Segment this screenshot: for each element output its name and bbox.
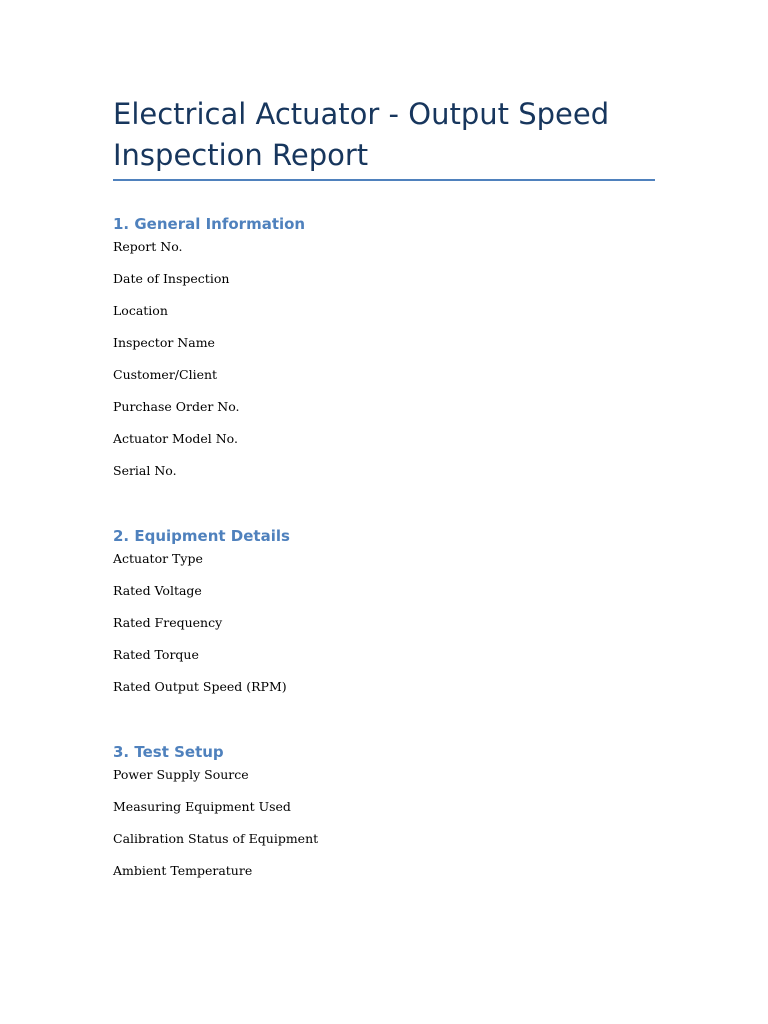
section-general-information bbox=[113, 212, 633, 492]
field-label-actuator-model-no: Actuator Model No. bbox=[113, 431, 238, 446]
field-label-inspector-name: Inspector Name bbox=[113, 335, 215, 350]
field-label-rated-voltage: Rated Voltage bbox=[113, 583, 202, 598]
field-label-actuator-type: Actuator Type bbox=[113, 551, 203, 566]
field-label-measuring-equipment-used: Measuring Equipment Used bbox=[113, 799, 291, 814]
section-test-setup bbox=[113, 740, 633, 892]
field-label-serial-no: Serial No. bbox=[113, 463, 177, 478]
section-equipment-details bbox=[113, 524, 633, 708]
field-label-customer-client: Customer/Client bbox=[113, 367, 218, 382]
field-label-power-supply-source: Power Supply Source bbox=[113, 767, 249, 782]
field-label-date-of-inspection: Date of Inspection bbox=[113, 271, 230, 286]
field-label-purchase-order-no: Purchase Order No. bbox=[113, 399, 240, 414]
section-heading: 3. Test Setup bbox=[113, 743, 224, 761]
document-title: Electrical Actuator - Output Speed Inspection Report bbox=[113, 97, 610, 172]
field-label-calibration-status: Calibration Status of Equipment bbox=[113, 831, 319, 846]
field-label-report-no: Report No. bbox=[113, 239, 183, 254]
field-label-rated-torque: Rated Torque bbox=[113, 647, 199, 662]
title-underline bbox=[113, 179, 655, 181]
section-heading: 1. General Information bbox=[113, 215, 306, 233]
field-label-rated-output-speed: Rated Output Speed (RPM) bbox=[113, 679, 287, 694]
section-heading: 2. Equipment Details bbox=[113, 527, 290, 545]
field-label-ambient-temperature: Ambient Temperature bbox=[113, 863, 253, 878]
field-label-location: Location bbox=[113, 303, 168, 318]
field-label-rated-frequency: Rated Frequency bbox=[113, 615, 223, 630]
